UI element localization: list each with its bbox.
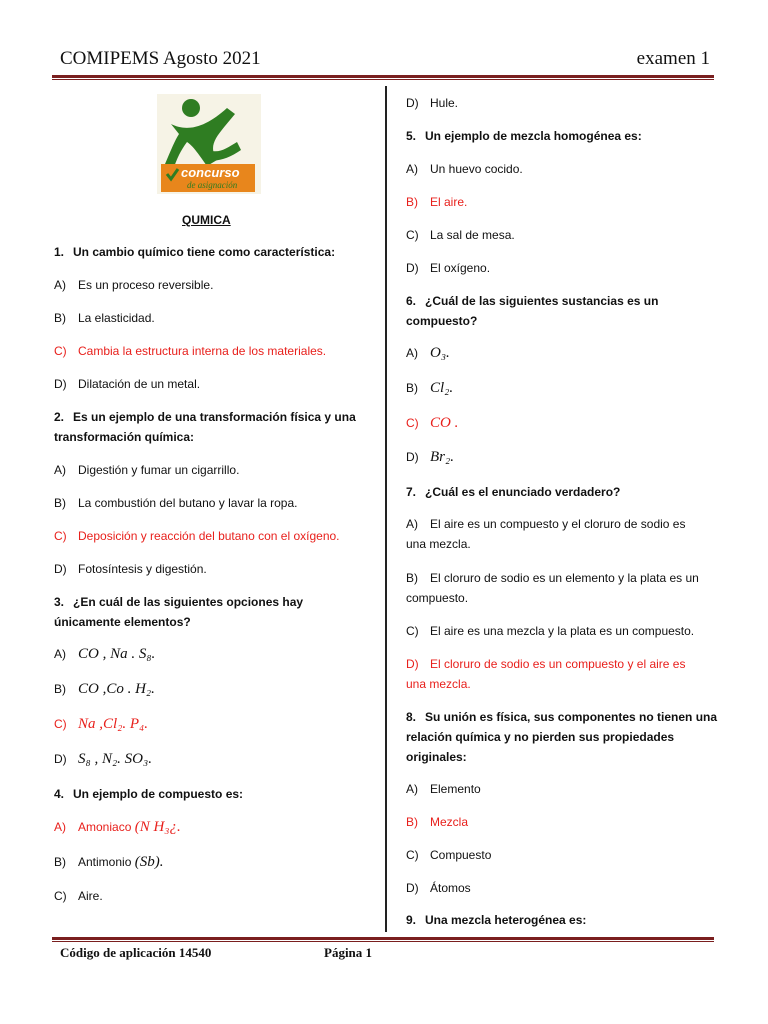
logo-text-concurso: concurso — [181, 165, 240, 180]
footer-rule — [52, 937, 714, 942]
q3-option-d[interactable]: D) S₈ , N₂. SO₃. — [54, 751, 152, 767]
q1-option-c-correct[interactable]: C) Cambia la estructura interna de los materiales. — [54, 344, 327, 358]
column-divider — [385, 86, 387, 932]
question-5: 5. Un ejemplo de mezcla homogénea es: — [406, 129, 642, 143]
question-8-line2: relación química y no pierden sus propiedades — [406, 730, 675, 744]
q7-option-d-correct-line1[interactable]: D) El cloruro de sodio es un compuesto y el aire es — [406, 657, 686, 671]
q7-option-a-line2[interactable]: una mezcla. — [406, 537, 471, 551]
q4-option-c[interactable]: C) Aire. — [54, 889, 103, 903]
question-2-line1: 2. Es un ejemplo de una transformación física y una — [54, 410, 356, 424]
q7-option-c[interactable]: C) El aire es una mezcla y la plata es un compuesto. — [406, 624, 695, 638]
q7-option-b-line2[interactable]: compuesto. — [406, 591, 469, 605]
q1-option-d[interactable]: D) Dilatación de un metal. — [54, 377, 201, 391]
q8-option-b-correct[interactable]: B) Mezcla — [406, 815, 469, 829]
q1-option-a[interactable]: A) Es un proceso reversible. — [54, 278, 214, 292]
q6-option-c-correct[interactable]: C) CO . — [406, 415, 459, 431]
question-1: 1. Un cambio químico tiene como característica: — [54, 245, 336, 259]
q7-option-d-correct-line2[interactable]: una mezcla. — [406, 677, 471, 691]
q3-option-a[interactable]: A) CO , Na . S₈. — [54, 646, 156, 662]
q8-option-d[interactable]: D) Átomos — [406, 881, 471, 895]
logo-text-asignacion: de asignación — [187, 180, 238, 190]
q5-option-d[interactable]: D) El oxígeno. — [406, 261, 491, 275]
q4-option-a-correct[interactable]: A) Amoniaco (N H₃¿. — [54, 819, 181, 835]
question-3-line2: únicamente elementos? — [54, 615, 191, 629]
q2-option-c-correct[interactable]: C) Deposición y reacción del butano con el oxígeno. — [54, 529, 340, 543]
question-3-line1: 3. ¿En cuál de las siguientes opciones hay — [54, 595, 304, 609]
q5-option-c[interactable]: C) La sal de mesa. — [406, 228, 515, 242]
q4-option-d[interactable]: D) Hule. — [406, 96, 459, 110]
footer-page-number: Página 1 — [324, 945, 373, 960]
q3-option-b[interactable]: B) CO ,Co . H₂. — [54, 681, 155, 697]
q2-option-a[interactable]: A) Digestión y fumar un cigarrillo. — [54, 463, 240, 477]
footer-application-code: Código de aplicación 14540 — [60, 945, 212, 960]
concurso-logo — [157, 94, 261, 194]
q3-option-c-correct[interactable]: C) Na ,Cl₂. P₄. — [54, 716, 149, 732]
q8-option-a[interactable]: A) Elemento — [406, 782, 481, 796]
q5-option-b-correct[interactable]: B) El aire. — [406, 195, 468, 209]
q2-option-b[interactable]: B) La combustión del butano y lavar la ropa. — [54, 496, 298, 510]
question-9: 9. Una mezcla heterogénea es: — [406, 913, 587, 927]
q6-option-d[interactable]: D) Br₂. — [406, 449, 454, 465]
q7-option-b-line1[interactable]: B) El cloruro de sodio es un elemento y la plata es un — [406, 571, 699, 585]
question-6-line2: compuesto? — [406, 314, 478, 328]
q8-option-c[interactable]: C) Compuesto — [406, 848, 492, 862]
question-8-line3: originales: — [406, 750, 467, 764]
question-2-line2: transformación química: — [54, 430, 195, 444]
q2-option-d[interactable]: D) Fotosíntesis y digestión. — [54, 562, 207, 576]
q1-option-b[interactable]: B) La elasticidad. — [54, 311, 155, 325]
header-title: COMIPEMS Agosto 2021 — [60, 48, 261, 69]
q7-option-a-line1[interactable]: A) El aire es un compuesto y el cloruro de sodio es — [406, 517, 686, 531]
q6-option-b[interactable]: B) Cl₂. — [406, 380, 454, 396]
q6-option-a[interactable]: A) O₃. — [406, 345, 450, 361]
section-title: QUMICA — [182, 213, 231, 227]
q5-option-a[interactable]: A) Un huevo cocido. — [406, 162, 523, 176]
q4-option-b[interactable]: B) Antimonio (Sb). — [54, 854, 164, 870]
question-8-line1: 8. Su unión es física, sus componentes no tienen una — [406, 710, 718, 724]
header-exam-number: examen 1 — [636, 48, 710, 69]
question-7: 7. ¿Cuál es el enunciado verdadero? — [406, 485, 621, 499]
question-6-line1: 6. ¿Cuál de las siguientes sustancias es un — [406, 294, 659, 308]
question-4: 4. Un ejemplo de compuesto es: — [54, 787, 244, 801]
header-rule — [52, 75, 714, 80]
